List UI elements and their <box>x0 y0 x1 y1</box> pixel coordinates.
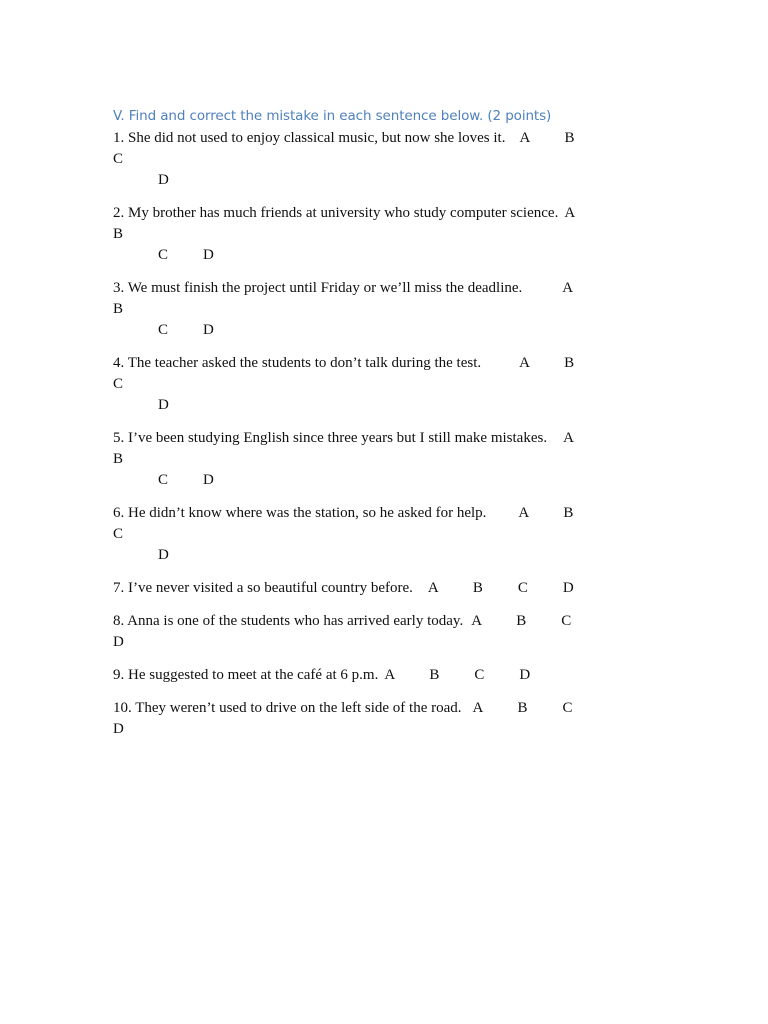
option-d: D <box>158 172 169 188</box>
option-a: A <box>427 580 439 596</box>
option-a: A <box>519 355 530 371</box>
option-a: A <box>472 700 484 716</box>
option-wrap-line <box>113 245 633 266</box>
option-c: C <box>113 526 124 542</box>
section-heading: V. Find and correct the mistake in each sentence below. (2 points) <box>113 108 552 124</box>
option-c: C <box>158 247 169 263</box>
question-item <box>113 611 633 653</box>
option-a: A <box>518 505 530 521</box>
option-b: B <box>516 613 527 629</box>
question-text: 4. The teacher asked the students to don’t talk during the test. <box>113 355 482 371</box>
option-b: B <box>113 451 124 467</box>
option-wrap-line <box>113 170 633 191</box>
option-c: C <box>158 322 169 338</box>
question-text: 9. He suggested to meet at the café at 6 p.m. <box>113 667 379 683</box>
question-text: 3. We must finish the project until Friday or we’ll miss the deadline. <box>113 280 523 296</box>
option-a: A <box>564 205 576 221</box>
option-c: C <box>158 472 169 488</box>
option-c: C <box>113 151 124 167</box>
option-a: A <box>471 613 483 629</box>
option-c: C <box>517 580 528 596</box>
option-wrap-line <box>113 545 633 566</box>
option-b: B <box>563 505 574 521</box>
option-d: D <box>203 247 214 263</box>
question-item <box>113 698 633 740</box>
option-d: D <box>203 472 214 488</box>
question-item <box>113 353 633 416</box>
option-b: B <box>472 580 483 596</box>
question-item <box>113 578 633 599</box>
option-c: C <box>474 667 485 683</box>
option-a: A <box>562 280 574 296</box>
option-d: D <box>113 634 124 650</box>
option-wrap-line <box>113 395 633 416</box>
option-c: C <box>562 700 573 716</box>
option-d: D <box>158 397 169 413</box>
option-wrap-line <box>113 320 633 341</box>
question-text: 1. She did not used to enjoy classical music, but now she loves it. <box>113 130 506 146</box>
question-text: 2. My brother has much friends at university who study computer science. <box>113 205 559 221</box>
question-item <box>113 428 633 491</box>
option-b: B <box>429 667 440 683</box>
option-b: B <box>564 130 575 146</box>
option-b: B <box>113 226 124 242</box>
option-d: D <box>519 667 531 683</box>
option-c: C <box>113 376 124 392</box>
option-d: D <box>203 322 214 338</box>
option-b: B <box>517 700 528 716</box>
exercise-section <box>113 106 633 752</box>
question-item <box>113 503 633 566</box>
question-item <box>113 203 633 266</box>
option-b: B <box>564 355 575 371</box>
option-d: D <box>158 547 169 563</box>
question-item <box>113 128 633 191</box>
option-a: A <box>563 430 574 446</box>
question-item <box>113 665 633 686</box>
question-text: 8. Anna is one of the students who has arrived early today. <box>113 613 464 629</box>
question-text: 7. I’ve never visited a so beautiful country before. <box>113 580 413 596</box>
option-d: D <box>562 580 574 596</box>
question-text: 10. They weren’t used to drive on the left side of the road. <box>113 700 462 716</box>
question-item <box>113 278 633 341</box>
option-wrap-line <box>113 470 633 491</box>
option-c: C <box>561 613 572 629</box>
option-a: A <box>519 130 531 146</box>
question-text: 6. He didn’t know where was the station, so he asked for help. <box>113 505 487 521</box>
option-d: D <box>113 721 124 737</box>
option-a: A <box>384 667 396 683</box>
question-text: 5. I’ve been studying English since three years but I still make mistakes. <box>113 430 548 446</box>
option-b: B <box>113 301 124 317</box>
